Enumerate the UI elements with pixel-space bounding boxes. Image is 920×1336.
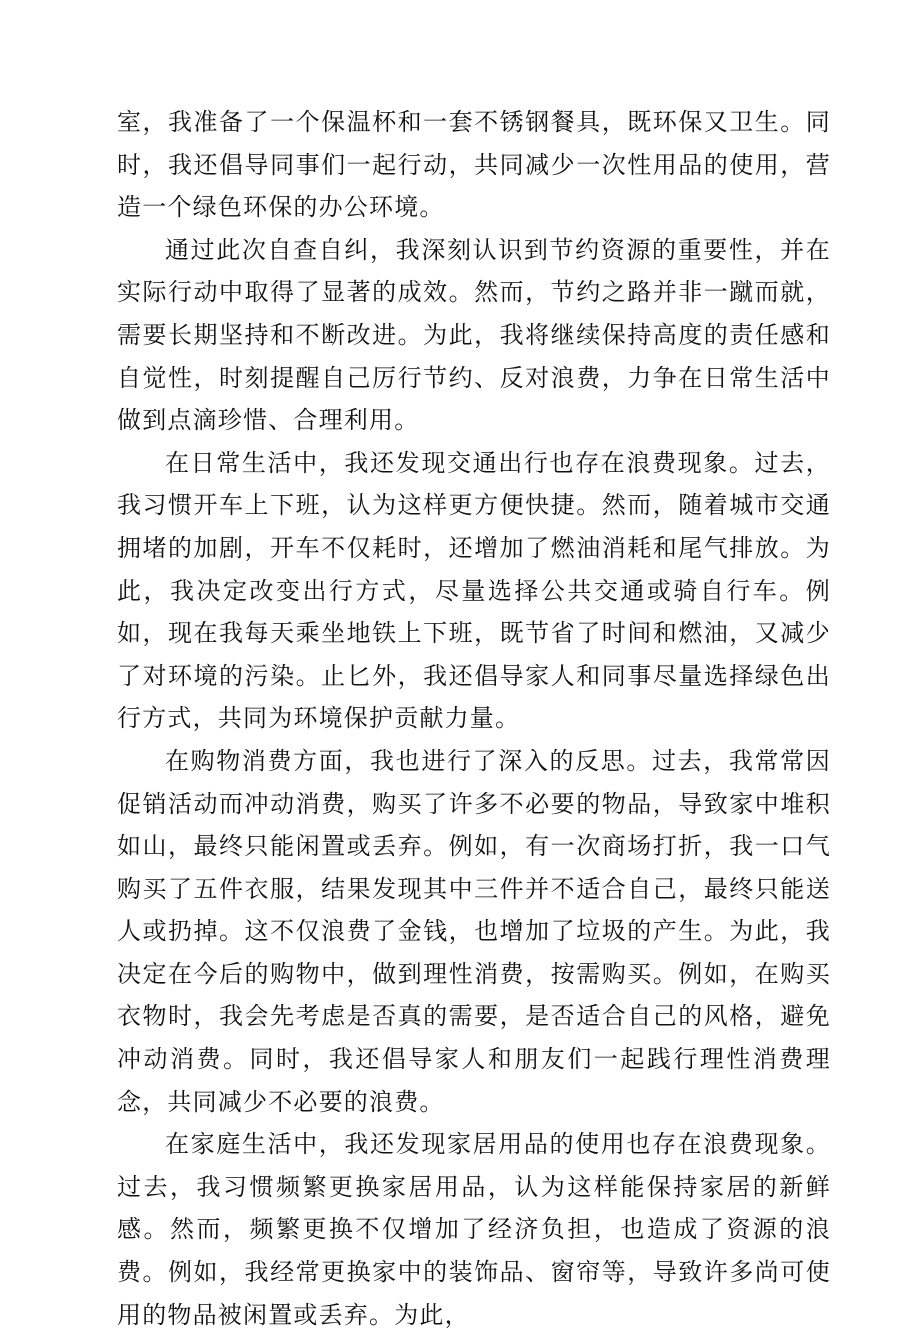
paragraph-continuation: 室，我准备了一个保温杯和一套不锈钢餐具，既环保又卫生。同时，我还倡导同事们一起行动，共同减少一次性用品的使用，营造一个绿色环保的办公环境。 (117, 108, 831, 222)
paragraph-self-review: 通过此次自查自纠，我深刻认识到节约资源的重要性，并在实际行动中取得了显著的成效。然而，节约之路并非一蹴而就，需要长期坚持和不断改进。为此，我将继续保持高度的责任感和自觉性，时刻提醒自己厉行节约、反对浪费，力争在日常生活中做到点滴珍惜、合理利用。 (117, 235, 831, 435)
document-page (117, 101, 831, 1336)
paragraph-household: 在家庭生活中，我还发现家居用品的使用也存在浪费现象。过去，我习惯频繁更换家居用品，认为这样能保持家居的新鲜感。然而，频繁更换不仅增加了经济负担，也造成了资源的浪费。例如，我经常更换家中的装饰品、窗帘等，导致许多尚可使用的物品被闲置或丢弃。为此， (117, 1130, 831, 1329)
paragraph-transport: 在日常生活中，我还发现交通出行也存在浪费现象。过去，我习惯开车上下班，认为这样更方便快捷。然而，随着城市交通拥堵的加剧，开车不仅耗时，还增加了燃油消耗和尾气排放。为此，我决定改变出行方式，尽量选择公共交通或骑自行车。例如，现在我每天乘坐地铁上下班，既节省了时间和燃油，又减少了对环境的污染。止匕外，我还倡导家人和同事尽量选择绿色出行方式，共同为环境保护贡献力量。 (117, 448, 831, 733)
paragraph-shopping: 在购物消费方面，我也进行了深入的反思。过去，我常常因促销活动而冲动消费，购买了许多不必要的物品，导致家中堆积如山，最终只能闲置或丢弃。例如，有一次商场打折，我一口气购买了五件衣服，结果发现其中三件并不适合自己，最终只能送人或扔掉。这不仅浪费了金钱，也增加了垃圾的产生。为此，我决定在今后的购物中，做到理性消费，按需购买。例如，在购买衣物时，我会先考虑是否真的需要，是否适合自己的风格，避免冲动消费。同时，我还倡导家人和朋友们一起践行理性消费理念，共同减少不必要的浪费。 (117, 746, 831, 1116)
